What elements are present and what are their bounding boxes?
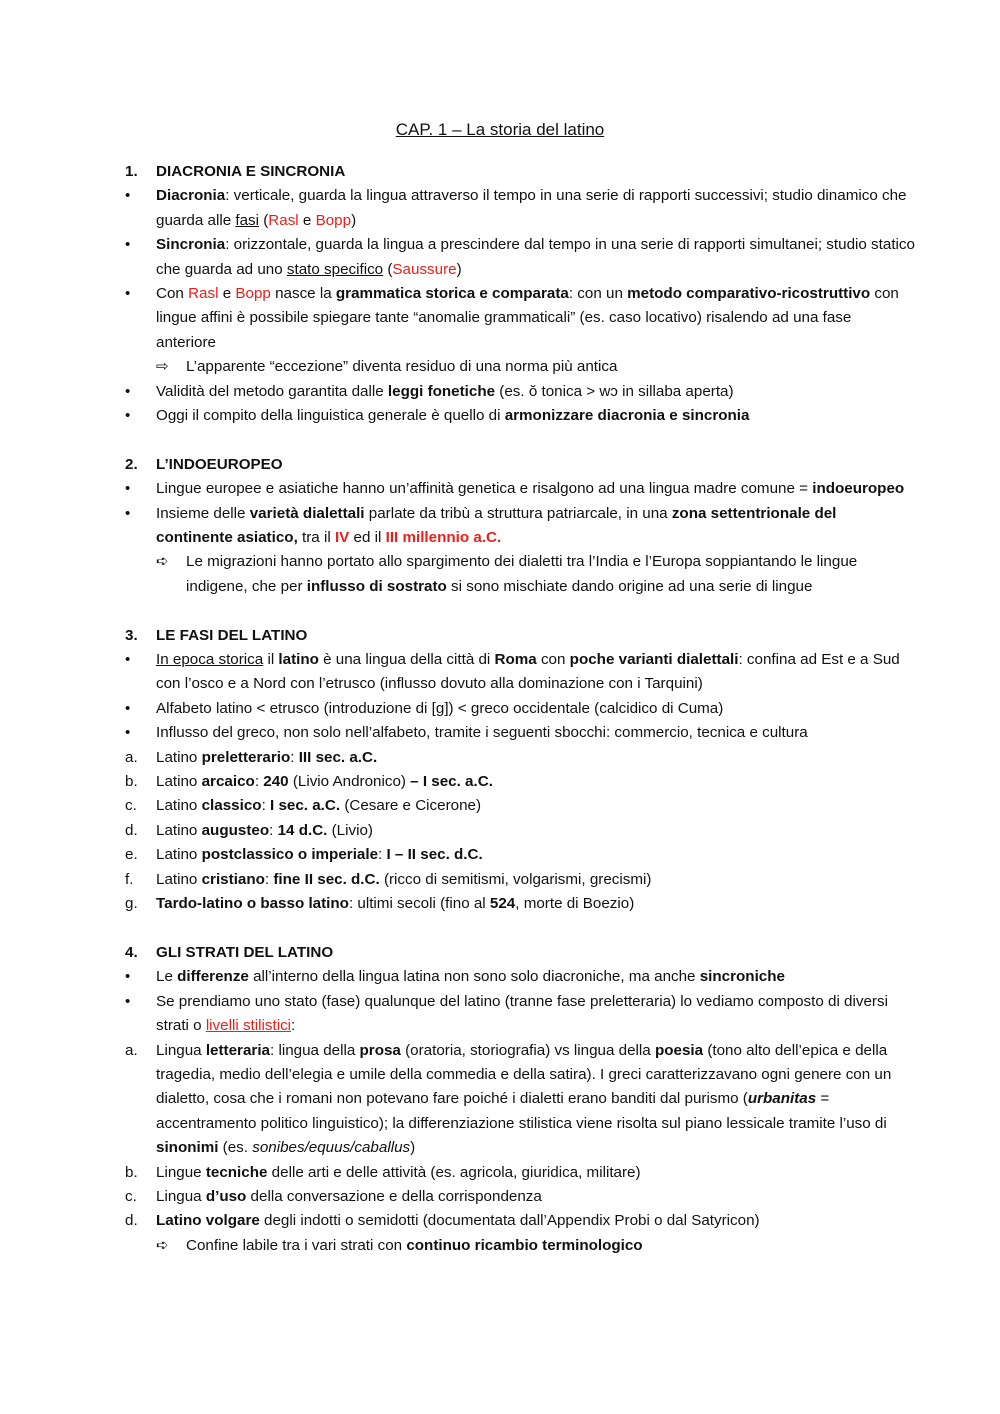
section-number: 3.: [125, 626, 138, 644]
text: Con: [156, 285, 189, 303]
term: Tardo-latino o basso latino: [156, 895, 349, 913]
text: = accentramento politico linguistico); la differenziazione stilistica viene risolta sul piano lessicale tramite l’uso di: [156, 1090, 887, 1132]
term: grammatica storica e comparata: [335, 285, 569, 303]
italic-example: sonibes/equus/caballus: [252, 1139, 411, 1157]
text: degli indotti o semidotti (documentata dall’Appendix Probi o dal Satyricon): [259, 1212, 760, 1230]
underlined-text: stato specifico: [286, 260, 384, 278]
text: Lingua: [156, 1041, 206, 1059]
term: arcaico: [201, 773, 255, 791]
text: il: [263, 651, 279, 669]
section-heading-strati: [125, 941, 915, 965]
text: con lingue affini è possibile spiegare tante “anomalie grammaticali” (es. caso locativo) risalendo ad una fase anteriore: [156, 285, 899, 351]
text: : confina ad Est e a Sud con l’osco e a Nord con l’etrusco (influsso dovuto alla dominazione con i Tarquini): [156, 651, 900, 693]
author-name: Bopp: [235, 285, 271, 303]
section-title: DIACRONIA E SINCRONIA: [156, 163, 346, 180]
term: sincroniche: [699, 968, 785, 986]
text: ): [410, 1139, 416, 1157]
term: preletterario: [201, 748, 291, 766]
section-title: GLI STRATI DEL LATINO: [156, 943, 334, 961]
text: :: [378, 846, 387, 864]
text: Validità del metodo garantita dalle: [156, 382, 388, 400]
text: Lingua: [156, 1187, 206, 1205]
date-highlight: IV: [334, 529, 350, 547]
term: Sincronia: [156, 236, 226, 254]
item-letter: c.: [125, 1187, 137, 1205]
text: : con un: [568, 285, 628, 303]
item-letter: e.: [125, 846, 138, 864]
term: poche varianti dialettali: [569, 651, 739, 669]
text: all’interno della lingua latina non sono solo diacroniche, ma anche: [248, 968, 700, 986]
text: : verticale, guarda la lingua attraverso il tempo in una serie di rapporti successivi; studio dinamico che guarda alle: [156, 187, 907, 229]
term: I sec. a.C.: [270, 797, 341, 815]
bullet-item: [125, 965, 915, 989]
term: classico: [201, 797, 262, 815]
text: Insieme delle: [156, 504, 250, 522]
lettered-item: [125, 1161, 915, 1185]
text: Le migrazioni hanno portato allo spargimento dei dialetti tra l’India e l’Europa soppiantando le lingue indigene, che per: [186, 553, 858, 595]
text: parlate da tribù a struttura patriarcale, in una: [364, 504, 672, 522]
underlined-text: fasi: [235, 211, 260, 229]
highlight-text: livelli stilistici: [205, 1017, 292, 1035]
text: Influsso del greco, non solo nell’alfabeto, tramite i seguenti sbocchi: commercio, tecnica e cultura: [156, 724, 808, 742]
term: continuo ricambio terminologico: [406, 1236, 643, 1254]
bullet-icon: •: [125, 504, 131, 522]
author-name: Bopp: [315, 211, 352, 229]
bullet-item: [125, 648, 915, 697]
text: si sono mischiate dando origine ad una serie di lingue: [446, 577, 813, 595]
item-letter: g.: [125, 895, 138, 913]
term: postclassico o imperiale: [201, 846, 379, 864]
text: e: [298, 211, 316, 229]
item-letter: d.: [125, 821, 138, 839]
text: :: [254, 773, 264, 791]
text: (ricco di semitismi, volgarismi, grecismi): [379, 870, 652, 888]
text: :: [291, 1017, 296, 1035]
text: della conversazione e della corrispondenza: [246, 1187, 542, 1205]
bullet-item: [125, 184, 915, 233]
text: (tono alto dell’epica e della tragedia, medio dell’elegia e umile della commedia e della satira). I greci caratterizzavano ogni genere con un dialetto, cosa che i romani non potevano fare poiché i dialetti erano banditi dal purismo (: [156, 1041, 892, 1108]
bullet-item: [125, 404, 915, 428]
text: Lingue europee e asiatiche hanno un’affinità genetica e risalgono ad una lingua madre comune =: [156, 480, 813, 498]
date-highlight: III millennio a.C.: [385, 529, 502, 547]
term: 14 d.C.: [277, 821, 328, 839]
arrow-item: [125, 355, 915, 379]
text: (: [259, 211, 269, 229]
term: I – II sec. d.C.: [386, 846, 483, 864]
term: 524: [489, 895, 516, 913]
term: zona settentrionale del continente asiatico,: [156, 504, 837, 547]
underlined-text: In epoca storica: [156, 651, 264, 669]
term: latino: [278, 651, 319, 669]
text: Confine labile tra i vari strati con: [186, 1236, 407, 1254]
bullet-icon: •: [125, 651, 131, 669]
lettered-item: [125, 794, 915, 818]
term: d’uso: [205, 1187, 247, 1205]
bullet-item: [125, 477, 915, 501]
lettered-item: [125, 843, 915, 867]
text: :: [269, 821, 278, 839]
bullet-icon: •: [125, 285, 131, 303]
text: e: [218, 285, 236, 303]
bullet-icon: •: [125, 187, 131, 205]
page-title: CAP. 1 – La storia del latino: [395, 120, 605, 139]
section-heading-fasi: [125, 624, 915, 648]
section-number: 4.: [125, 943, 138, 961]
section-title: L’INDOEUROPEO: [156, 455, 283, 473]
bullet-item: [125, 697, 915, 721]
author-name: Saussure: [392, 260, 457, 278]
text: nasce la: [270, 285, 336, 303]
term: cristiano: [201, 870, 265, 888]
term: Latino volgare: [156, 1212, 260, 1230]
text: Latino: [156, 846, 202, 864]
term: varietà dialettali: [249, 504, 365, 522]
item-letter: f.: [125, 870, 134, 888]
term: tecniche: [205, 1163, 268, 1181]
bullet-item: [125, 380, 915, 404]
text: delle arti e delle attività (es. agricola, giuridica, militare): [267, 1163, 641, 1181]
term: indoeuropeo: [812, 480, 905, 498]
term: armonizzare diacronia e sincronia: [504, 407, 750, 425]
text: Oggi il compito della linguistica generale è quello di: [156, 407, 505, 425]
text: con: [536, 651, 570, 669]
arrow-item: [125, 1234, 915, 1258]
lettered-item: [125, 892, 915, 916]
text: :: [264, 870, 274, 888]
document-body: [125, 160, 915, 1258]
term: III sec. a.C.: [298, 748, 378, 766]
term: Roma: [494, 651, 537, 669]
text: (: [383, 260, 393, 278]
text: (oratoria, storiografia) vs lingua della: [400, 1041, 655, 1059]
text: ed il: [349, 529, 386, 547]
item-letter: b.: [125, 1163, 138, 1181]
text: (Livio Andronico): [288, 773, 411, 791]
bullet-icon: •: [125, 382, 131, 400]
term: Diacronia: [156, 187, 226, 205]
item-letter: a.: [125, 1041, 138, 1059]
author-name: Rasl: [188, 285, 219, 303]
term: letteraria: [205, 1041, 270, 1059]
section-title: LE FASI DEL LATINO: [156, 626, 308, 644]
bullet-item: [125, 233, 915, 282]
text: : ultimi secoli (fino al: [348, 895, 490, 913]
term: 240: [263, 773, 289, 791]
spacer: [125, 428, 915, 452]
term-latin: urbanitas: [747, 1090, 817, 1108]
bullet-icon: •: [125, 724, 131, 742]
term: augusteo: [201, 821, 270, 839]
text: (es.: [218, 1139, 253, 1157]
term: prosa: [359, 1041, 401, 1059]
bullet-item: [125, 502, 915, 551]
text: Latino: [156, 797, 202, 815]
item-letter: a.: [125, 748, 138, 766]
term: sinonimi: [156, 1139, 219, 1157]
item-letter: c.: [125, 797, 137, 815]
term: poesia: [654, 1041, 704, 1059]
text: : orizzontale, guarda la lingua a prescindere dal tempo in una serie di rapporti simultanei; studio statico che guarda ad uno: [156, 236, 915, 278]
bullet-item: [125, 721, 915, 745]
term: differenze: [177, 968, 249, 986]
lettered-item: [125, 1209, 915, 1233]
term: – I sec. a.C.: [410, 773, 493, 791]
text: L’apparente “eccezione” diventa residuo di una norma più antica: [186, 358, 618, 376]
text: Lingue: [156, 1163, 206, 1181]
arrow-icon: ⇨: [156, 358, 169, 376]
section-number: 1.: [125, 163, 138, 180]
bullet-icon: •: [125, 480, 131, 498]
text: Alfabeto latino < etrusco (introduzione di [g]) < greco occidentale (calcidico di Cuma): [156, 699, 724, 717]
bullet-item: [125, 990, 915, 1039]
text: : lingua della: [270, 1041, 360, 1059]
text: Latino: [156, 748, 202, 766]
arrow-icon: ➪: [156, 553, 169, 571]
arrow-item: [125, 550, 915, 599]
item-letter: b.: [125, 773, 138, 791]
section-heading-indoeuropeo: [125, 453, 915, 477]
lettered-item: [125, 819, 915, 843]
lettered-item: [125, 746, 915, 770]
text: :: [261, 797, 271, 815]
text: tra il: [297, 529, 335, 547]
text: (Cesare e Cicerone): [340, 797, 482, 815]
bullet-item: [125, 282, 915, 355]
lettered-item: [125, 770, 915, 794]
spacer: [125, 599, 915, 623]
section-heading-diacronia: [125, 160, 915, 184]
term: fine II sec. d.C.: [273, 870, 380, 888]
text: Le: [156, 968, 178, 986]
text: Latino: [156, 773, 202, 791]
text: , morte di Boezio): [515, 895, 635, 913]
text: Se prendiamo uno stato (fase) qualunque del latino (tranne fase preletteraria) lo vediamo composto di diversi strati o: [156, 992, 888, 1035]
lettered-item: [125, 1039, 915, 1161]
bullet-icon: •: [125, 699, 131, 717]
text: (es. ŏ tonica > wɔ in sillaba aperta): [495, 382, 734, 400]
text: Latino: [156, 821, 202, 839]
text: :: [290, 748, 299, 766]
term: leggi fonetiche: [387, 382, 496, 400]
spacer: [125, 917, 915, 941]
item-letter: d.: [125, 1212, 138, 1230]
term: influsso di sostrato: [306, 577, 447, 595]
bullet-icon: •: [125, 407, 131, 425]
lettered-item: [125, 1185, 915, 1209]
section-number: 2.: [125, 455, 138, 473]
arrow-icon: ➪: [156, 1236, 169, 1254]
text: Latino: [156, 870, 202, 888]
bullet-icon: •: [125, 992, 131, 1010]
lettered-item: [125, 868, 915, 892]
text: ): [456, 260, 462, 278]
term: metodo comparativo-ricostruttivo: [627, 285, 871, 303]
text: ): [351, 211, 357, 229]
author-name: Rasl: [268, 211, 299, 229]
bullet-icon: •: [125, 968, 131, 986]
bullet-icon: •: [125, 236, 131, 254]
text: è una lingua della città di: [318, 651, 495, 669]
text: (Livio): [327, 821, 373, 839]
